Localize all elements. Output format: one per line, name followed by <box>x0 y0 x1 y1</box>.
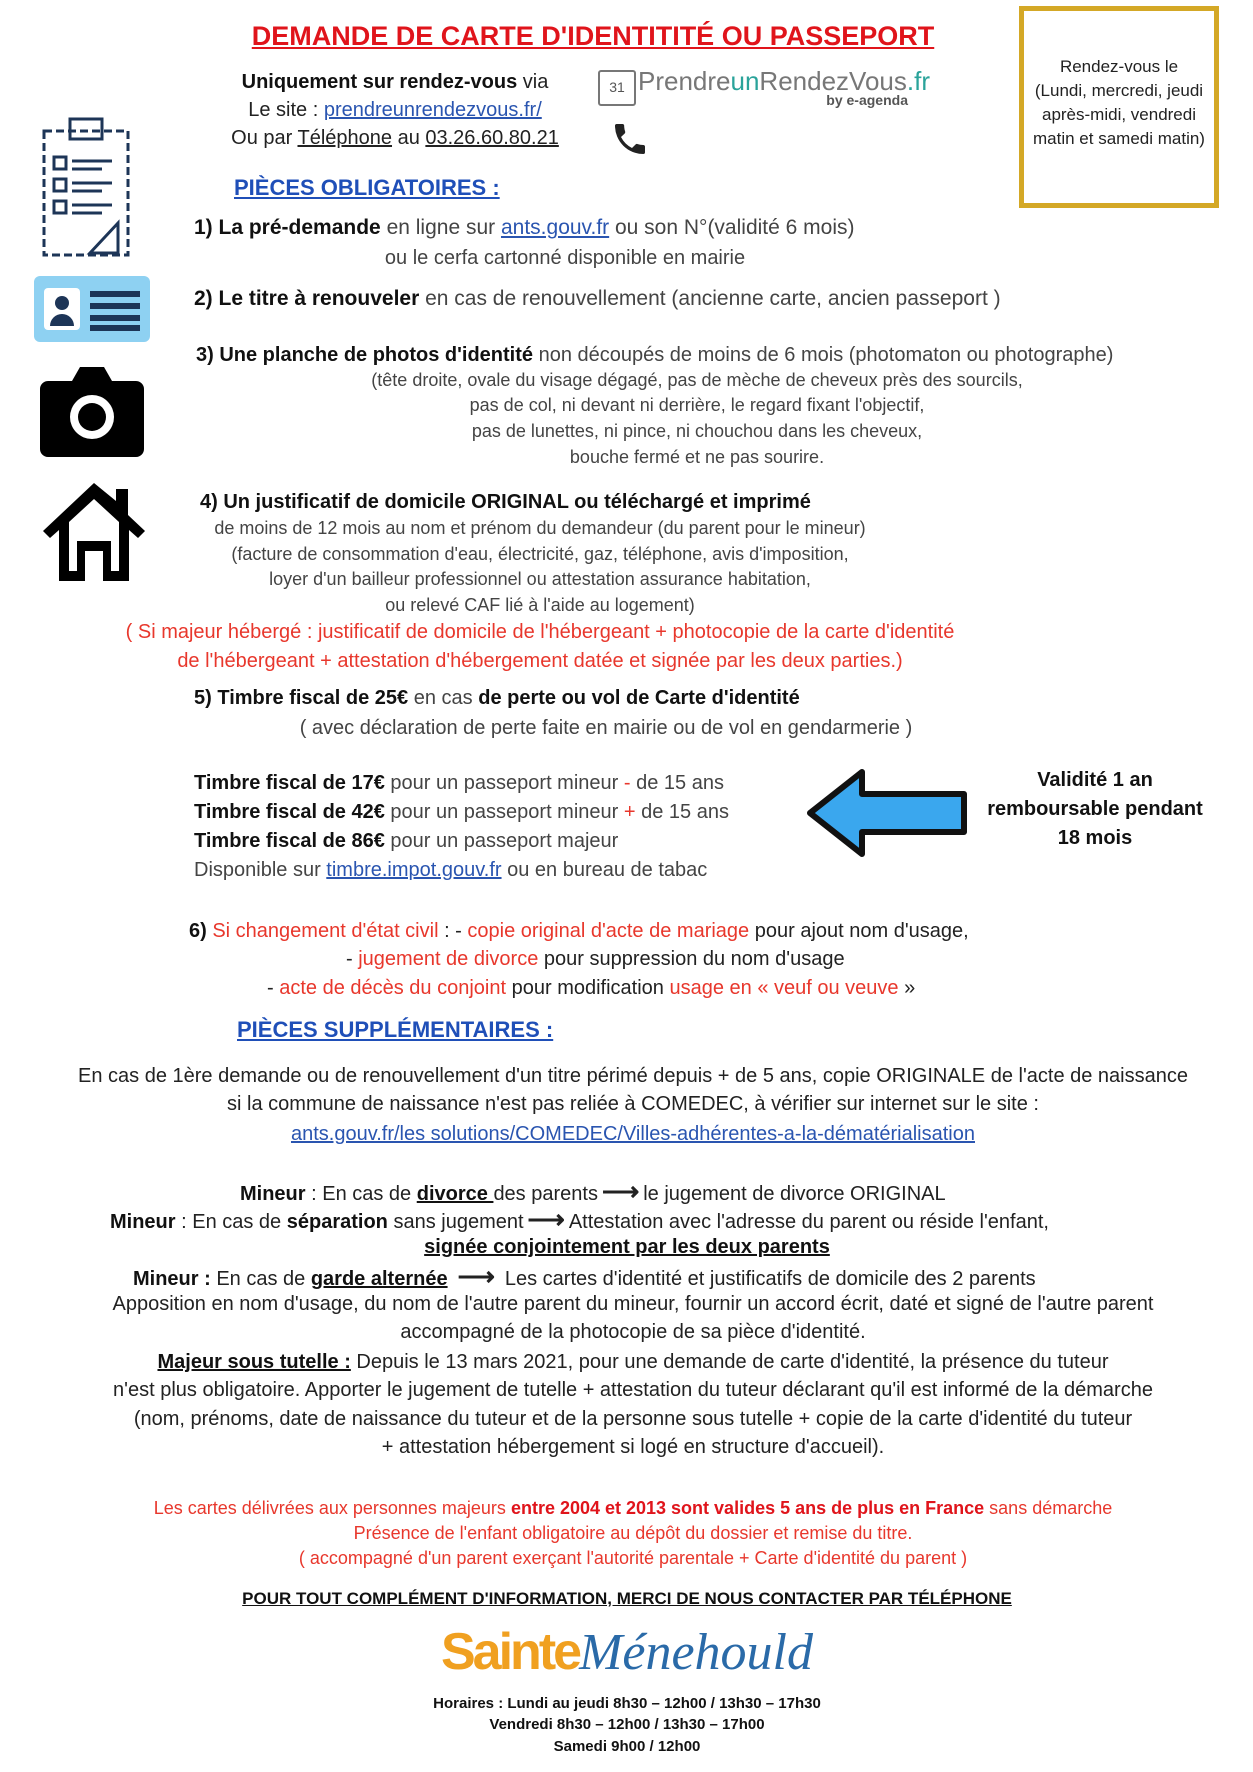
item-text: en ligne sur <box>380 216 501 239</box>
clipboard-checklist-icon <box>40 117 132 259</box>
box-line: après-midi, vendredi <box>1041 105 1196 124</box>
item-3-sub: pas de lunettes, ni pince, ni chouchou dans les cheveux, <box>471 421 923 441</box>
phone-icon <box>610 118 650 160</box>
minor-separation <box>110 1204 1049 1234</box>
comedec-link[interactable]: ants.gouv.fr/les solutions/COMEDEC/Villes-adhérentes-a-la-dématérialisation <box>290 1123 975 1145</box>
text: des parents <box>493 1183 598 1205</box>
validity-note <box>955 766 1235 853</box>
red-text: Si changement d'état civil <box>212 920 439 942</box>
stamp-line <box>194 771 724 795</box>
guardianship-line <box>33 1350 1233 1374</box>
rdv-site-link[interactable]: prendreunrendezvous.fr/ <box>323 99 542 121</box>
hours-line: Samedi 9h00 / 12h00 <box>553 1738 701 1755</box>
label: Mineur : <box>133 1268 211 1290</box>
red-text: jugement de divorce <box>358 948 539 970</box>
text: Les cartes d'identité et justificatifs de domicile des 2 parents <box>504 1268 1036 1290</box>
item-number: 3) <box>196 344 220 366</box>
hosted-adult-note: de l'hébergeant + attestation d'hébergement datée et signée par les deux parties.) <box>177 650 903 672</box>
item-2 <box>194 287 1001 311</box>
logo-part: Sainte <box>441 1623 580 1681</box>
item-5 <box>194 686 800 710</box>
text: le jugement de divorce ORIGINAL <box>643 1183 946 1205</box>
stamp-price: Timbre fiscal de 42€ <box>194 801 385 823</box>
item-4-sub: de moins de 12 mois au nom et prénom du demandeur (du parent pour le mineur) <box>214 518 866 538</box>
stamp-price: Timbre fiscal de 17€ <box>194 772 385 794</box>
item-3-sub: bouche fermé et ne pas sourire. <box>569 447 825 467</box>
text: En cas de <box>210 1268 311 1290</box>
text: entre 2004 et 2013 sont valides 5 ans de plus en France <box>510 1498 985 1518</box>
item-1-sub: ou le cerfa cartonné disponible en mairie <box>384 247 746 269</box>
stamp-text: pour un passeport mineur <box>384 772 624 794</box>
item-text: en cas de renouvellement (ancienne carte, ancien passeport ) <box>419 287 1001 310</box>
text: : En cas de <box>305 1183 417 1205</box>
text: Les cartes délivrées aux personnes majeurs <box>153 1498 511 1518</box>
stamp-line <box>194 829 618 853</box>
stamp-sign: - <box>623 772 631 794</box>
item-text: en cas <box>408 687 479 709</box>
text: - <box>346 948 359 970</box>
usage-name-line: accompagné de la photocopie de sa pièce d'identité. <box>400 1321 866 1343</box>
red-text: copie original d'acte de mariage <box>467 920 750 942</box>
validity-line: remboursable pendant <box>987 798 1203 820</box>
item-text: non découpés de moins de 6 mois (photomaton ou photographe) <box>533 344 1114 366</box>
item-title: 5) Timbre fiscal de 25€ <box>194 687 409 709</box>
site-label: Le site : <box>248 99 324 121</box>
stamp-text: de 15 ans <box>630 772 724 794</box>
text: - <box>267 977 280 999</box>
logo-part: un <box>730 66 760 96</box>
rdv-bold: Uniquement sur rendez-vous <box>241 71 518 93</box>
text: : En cas de <box>175 1211 287 1233</box>
usage-name-line: Apposition en nom d'usage, du nom de l'autre parent du mineur, fournir un accord écrit, daté et signé de l'autre parent <box>112 1293 1154 1315</box>
item-number: 1) <box>194 216 219 239</box>
logo-byline: by e-agenda <box>826 92 908 108</box>
text: divorce <box>416 1183 494 1205</box>
appointment-days-box <box>1019 6 1219 208</box>
item-title: Le titre à renouveler <box>218 287 420 310</box>
text: garde alternée <box>310 1268 448 1290</box>
item-title: de perte ou vol de Carte d'identité <box>478 687 800 709</box>
red-text: usage en « veuf ou veuve <box>669 977 899 999</box>
right-arrow-icon: ⟶ <box>527 1204 565 1234</box>
logo-part: Prendre <box>638 66 731 96</box>
dispo-text: ou en bureau de tabac <box>501 859 708 881</box>
contact-note: POUR TOUT COMPLÉMENT D'INFORMATION, MERCI DE NOUS CONTACTER PAR TÉLÉPHONE <box>242 1589 1012 1608</box>
item-number: 6) <box>189 920 213 942</box>
text: séparation <box>286 1211 388 1233</box>
text: sans démarche <box>984 1498 1113 1518</box>
rdv-via: via <box>517 71 549 93</box>
item-text: ou son N°(validité 6 mois) <box>609 216 855 239</box>
text: Attestation avec l'adresse du parent ou réside l'enfant, <box>568 1211 1049 1233</box>
item-6 <box>189 919 969 943</box>
text: pour suppression du nom d'usage <box>538 948 845 970</box>
paragraph-line: En cas de 1ère demande ou de renouvellement d'un titre périmé depuis + de 5 ans, copie ORIGINALE de l'acte de naissance <box>78 1065 1188 1087</box>
text: sans jugement <box>387 1211 524 1233</box>
box-line: Rendez-vous le <box>1059 57 1179 76</box>
text: » <box>898 977 916 999</box>
item-3-sub: (tête droite, ovale du visage dégagé, pas de mèche de cheveux près des sourcils, <box>371 370 1023 390</box>
red-text: acte de décès du conjoint <box>279 977 507 999</box>
joint-signature-note: signée conjointement par les deux parents <box>424 1236 830 1258</box>
phone-au: au <box>392 127 426 149</box>
phone-word: Téléphone <box>297 127 393 149</box>
guardianship-line: + attestation hébergement si logé en structure d'accueil). <box>381 1436 885 1458</box>
text: pour ajout nom d'usage, <box>749 920 969 942</box>
box-line: matin et samedi matin) <box>1033 129 1205 148</box>
child-presence-note: Présence de l'enfant obligatoire au dépôt du dossier et remise du titre. <box>353 1523 913 1543</box>
label: Majeur sous tutelle : <box>157 1351 351 1373</box>
item-4-sub: (facture de consommation d'eau, électricité, gaz, téléphone, avis d'imposition, <box>231 544 849 564</box>
phone-number[interactable]: 03.26.60.80.21 <box>425 127 559 149</box>
ants-link[interactable]: ants.gouv.fr <box>500 216 610 239</box>
minor-alternating <box>133 1261 1036 1291</box>
calendar-icon: 31 <box>598 70 636 106</box>
left-arrow-icon <box>806 768 968 858</box>
right-arrow-icon: ⟶ <box>601 1176 640 1206</box>
validity-line: Validité 1 an <box>1037 769 1153 791</box>
stamp-availability <box>194 858 707 882</box>
child-presence-note: ( accompagné d'un parent exerçant l'autorité parentale + Carte d'identité du parent ) <box>298 1548 968 1568</box>
stamp-text: pour un passeport mineur <box>384 801 624 823</box>
item-number: 2) <box>194 287 219 310</box>
item-1 <box>194 216 854 240</box>
label: Mineur <box>110 1211 176 1233</box>
stamp-sign: + <box>623 801 636 823</box>
section-heading-mandatory: PIÈCES OBLIGATOIRES : <box>234 175 500 200</box>
item-4-sub: loyer d'un bailleur professionnel ou attestation assurance habitation, <box>269 569 811 589</box>
timbre-link[interactable]: timbre.impot.gouv.fr <box>326 859 502 881</box>
paragraph-line: si la commune de naissance n'est pas reliée à COMEDEC, à vérifier sur internet sur le site : <box>227 1093 1039 1115</box>
hours-line: Vendredi 8h30 – 12h00 / 13h30 – 17h00 <box>489 1716 765 1733</box>
item-3-sub: pas de col, ni devant ni derrière, le regard fixant l'objectif, <box>469 395 925 415</box>
guardianship-line: (nom, prénoms, date de naissance du tuteur et de la personne sous tutelle + copie de la carte d'identité du tuteur <box>133 1408 1133 1430</box>
item-3 <box>196 343 1113 367</box>
stamp-line <box>194 800 729 824</box>
logo-part: .fr <box>906 66 930 96</box>
stamp-price: Timbre fiscal de 86€ <box>194 830 385 852</box>
stamp-text: pour un passeport majeur <box>384 830 619 852</box>
logo-part: Ménehould <box>579 1624 813 1681</box>
hours-line: Horaires : Lundi au jeudi 8h30 – 12h00 / 13h30 – 17h30 <box>433 1695 821 1712</box>
label: Mineur <box>240 1183 306 1205</box>
item-4-sub: ou relevé CAF lié à l'aide au logement) <box>385 595 695 615</box>
text: pour modification <box>506 977 670 999</box>
minor-divorce <box>240 1176 946 1206</box>
box-line: (Lundi, mercredi, jeudi <box>1034 81 1204 100</box>
page-title: DEMANDE DE CARTE D'IDENTITITÉ OU PASSEPORT <box>251 21 935 51</box>
text: : - <box>438 920 468 942</box>
section-heading-additional: PIÈCES SUPPLÉMENTAIRES : <box>237 1017 554 1042</box>
phone-prefix: Ou par <box>231 127 298 149</box>
right-arrow-icon: ⟶ <box>457 1261 495 1291</box>
dispo-text: Disponible sur <box>194 859 327 881</box>
item-title: Une planche de photos d'identité <box>219 344 534 366</box>
item-5-sub: ( avec déclaration de perte faite en mairie ou de vol en gendarmerie ) <box>299 717 913 739</box>
stamp-text: de 15 ans <box>635 801 729 823</box>
id-card-icon <box>34 276 150 342</box>
item-4-title: 4) Un justificatif de domicile ORIGINAL ou téléchargé et imprimé <box>200 491 811 513</box>
text: Depuis le 13 mars 2021, pour une demande de carte d'identité, la présence du tuteur <box>350 1351 1109 1373</box>
logo-part: RendezVous <box>759 66 907 96</box>
guardianship-line: n'est plus obligatoire. Apporter le jugement de tutelle + attestation du tuteur déclarant qu'il est informé de la démarche <box>113 1379 1153 1401</box>
hosted-adult-note: ( Si majeur hébergé : justificatif de domicile de l'hébergeant + photocopie de la carte d'identité <box>125 621 955 643</box>
validity-extension-note <box>33 1496 1233 1520</box>
prendreunrendezvous-logo <box>598 66 930 108</box>
sainte-menehould-logo <box>27 1622 1227 1683</box>
item-title: La pré-demande <box>218 216 381 239</box>
validity-line: 18 mois <box>1057 827 1133 849</box>
